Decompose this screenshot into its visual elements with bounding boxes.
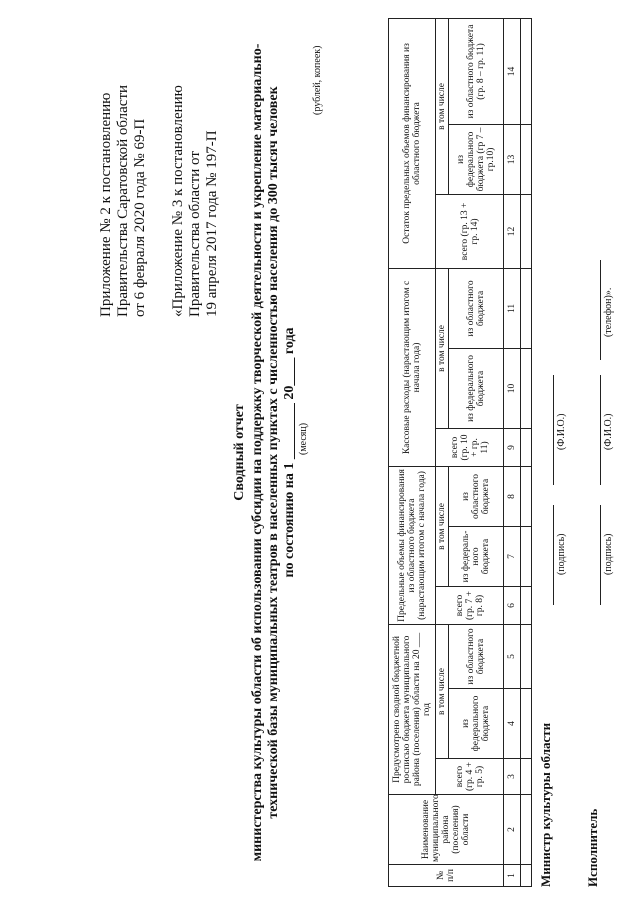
col-number: 1 bbox=[504, 865, 521, 887]
th-total-3: всего (гр. 10 + гр. 11) bbox=[436, 428, 504, 466]
th-group-planned: Предусмотрено сводной бюджетной росписью бюджета муниципального района (поселения) области на 20 ___ год bbox=[389, 624, 436, 794]
table-cell bbox=[521, 865, 532, 887]
th-incl-2: в том числе bbox=[436, 466, 449, 586]
table-cell bbox=[521, 18, 532, 124]
appendix-line-4: «Приложение № 3 к постановлению bbox=[170, 85, 186, 317]
col-number: 3 bbox=[504, 759, 521, 795]
table-cell bbox=[521, 428, 532, 466]
th-total-4: всего (гр. 13 + гр. 14) bbox=[436, 194, 504, 268]
table-cell bbox=[521, 466, 532, 526]
minister-fio-line bbox=[553, 375, 554, 485]
table-cell bbox=[521, 526, 532, 586]
month-caption: (месяц) bbox=[298, 422, 309, 455]
th-total-1: всего (гр. 4 + гр. 5) bbox=[436, 759, 504, 795]
th-incl-3: в том числе bbox=[436, 268, 449, 428]
minister-label: Министр культуры области bbox=[538, 722, 553, 887]
report-subtitle-1: министерства культуры области об использовании субсидии на поддержку творческой деятельности и укрепление материально- bbox=[250, 43, 265, 862]
executor-phone-caption: (телефон)». bbox=[603, 287, 614, 337]
col-number: 4 bbox=[504, 689, 521, 759]
col-number: 13 bbox=[504, 124, 521, 194]
col-number: 7 bbox=[504, 526, 521, 586]
th-name: Наименование муниципального района (поселения) области bbox=[389, 795, 504, 865]
col-number: 9 bbox=[504, 428, 521, 466]
minister-sign-line bbox=[553, 505, 554, 605]
executor-fio-caption: (Ф.И.О.) bbox=[603, 413, 614, 450]
col-number: 11 bbox=[504, 268, 521, 348]
col-number: 6 bbox=[504, 586, 521, 624]
table-cell bbox=[521, 194, 532, 268]
executor-label: Исполнитель bbox=[585, 808, 600, 887]
col-number: 12 bbox=[504, 194, 521, 268]
th-fed-2: из федераль-ного бюджета bbox=[449, 526, 504, 586]
table-cell bbox=[521, 795, 532, 865]
th-group-limits: Предельные объемы финансирования из областного бюджета (нарастающим итогом с начала года) bbox=[389, 466, 436, 624]
report-subtitle-2: технической базы муниципальных театров в населенных пунктах с численностью населения до 300 тысяч человек bbox=[266, 86, 281, 819]
col-number: 2 bbox=[504, 795, 521, 865]
units-caption: (рублей, копеек) bbox=[312, 45, 323, 115]
table-cell bbox=[521, 624, 532, 688]
table-cell bbox=[521, 348, 532, 428]
table-cell bbox=[521, 759, 532, 795]
col-number: 14 bbox=[504, 18, 521, 124]
col-number: 5 bbox=[504, 624, 521, 688]
report-title: Сводный отчет bbox=[232, 404, 247, 501]
th-reg-2: из областного бюджета bbox=[449, 466, 504, 526]
th-num: № п/п bbox=[389, 865, 504, 887]
appendix-line-3: от 6 февраля 2020 года № 69-П bbox=[132, 118, 148, 317]
th-reg-3: из областного бюджета bbox=[449, 268, 504, 348]
th-incl-1: в том числе bbox=[436, 624, 449, 758]
minister-sign-caption: (подпись) bbox=[556, 533, 567, 575]
executor-sign-caption: (подпись) bbox=[603, 533, 614, 575]
col-number: 8 bbox=[504, 466, 521, 526]
col-number: 10 bbox=[504, 348, 521, 428]
report-table bbox=[388, 18, 532, 887]
th-fed-3: из федерального бюджета bbox=[449, 348, 504, 428]
table-cell bbox=[521, 586, 532, 624]
executor-fio-line bbox=[600, 375, 601, 485]
executor-phone-line bbox=[600, 260, 601, 360]
minister-fio-caption: (Ф.И.О.) bbox=[556, 413, 567, 450]
table-row bbox=[521, 18, 532, 886]
appendix-line-2: Правительства Саратовской области bbox=[115, 84, 131, 317]
th-fed-1: из федерального бюджета bbox=[449, 689, 504, 759]
appendix-line-5: Правительства области от bbox=[187, 151, 203, 317]
table-cell bbox=[521, 124, 532, 194]
executor-sign-line bbox=[600, 505, 601, 605]
table-cell bbox=[521, 268, 532, 348]
th-fed-4: из федерального бюджета (гр 7 – гр.10) bbox=[449, 124, 504, 194]
th-group-cash: Кассовые расходы (нарастающим итогом с начала года) bbox=[389, 268, 436, 466]
appendix-line-1: Приложение № 2 к постановлению bbox=[98, 92, 114, 317]
report-date-line: по состоянию на 1 ________ 20____ года bbox=[282, 327, 297, 578]
th-group-remainder: Остаток предельных объемов финансирования из областного бюджета bbox=[389, 18, 436, 268]
th-reg-1: из областного бюджета bbox=[449, 624, 504, 688]
th-total-2: всего (гр. 7 + гр. 8) bbox=[436, 586, 504, 624]
th-reg-4: из областного бюджета (гр. 8 – гр. 11) bbox=[449, 18, 504, 124]
th-incl-4: в том числе bbox=[436, 18, 449, 194]
appendix-line-6: 19 апреля 2017 года № 197-П bbox=[204, 130, 220, 317]
table-cell bbox=[521, 689, 532, 759]
